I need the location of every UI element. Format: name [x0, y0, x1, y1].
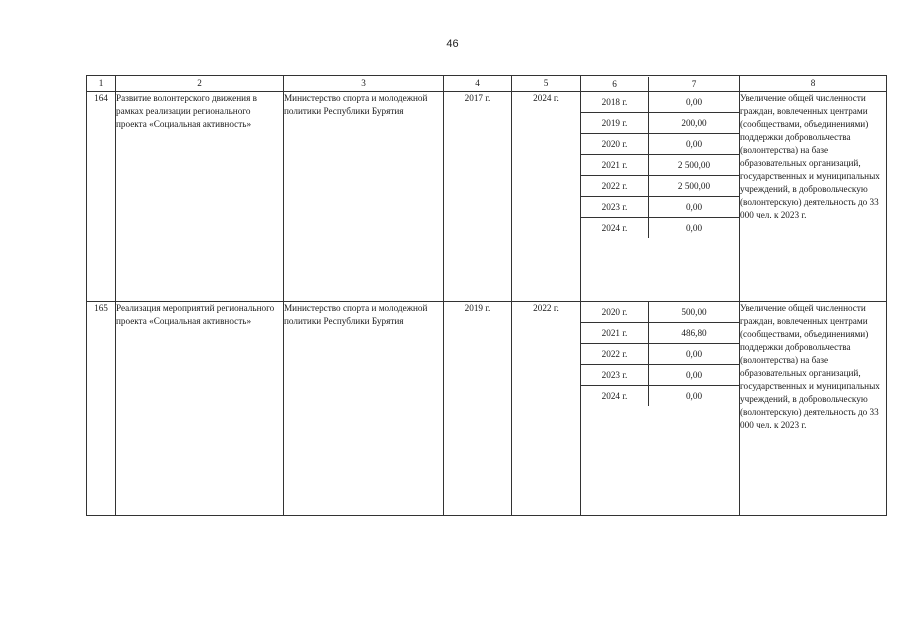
table-row [87, 302, 887, 516]
funding-amount: 0,00 [649, 134, 740, 155]
start-year: 2019 г. [444, 302, 512, 516]
funding-year: 2020 г. [581, 302, 649, 323]
funding-by-year [581, 92, 740, 302]
funding-amount: 0,00 [649, 344, 740, 365]
funding-row [581, 92, 739, 113]
funding-year: 2024 г. [581, 218, 649, 239]
header-cell-2: 2 [116, 76, 284, 92]
funding-year: 2020 г. [581, 134, 649, 155]
end-year: 2022 г. [512, 302, 581, 516]
funding-amount: 2 500,00 [649, 176, 740, 197]
header-cell-3: 3 [284, 76, 444, 92]
funding-year: 2023 г. [581, 197, 649, 218]
funding-row [581, 365, 739, 386]
funding-year: 2019 г. [581, 113, 649, 134]
header-row [87, 76, 887, 92]
executor: Министерство спорта и молодежной политики Республики Бурятия [284, 302, 444, 516]
funding-year: 2018 г. [581, 92, 649, 113]
header-cell-7: 7 [691, 78, 697, 89]
funding-row [581, 113, 739, 134]
funding-year: 2022 г. [581, 176, 649, 197]
page-number: 46 [446, 38, 459, 50]
funding-amount: 0,00 [649, 218, 740, 239]
measure-name: Развитие волонтерского движения в рамках реализации регионального проекта «Социальная активность» [116, 92, 284, 302]
funding-amount: 0,00 [649, 197, 740, 218]
funding-amount: 486,80 [649, 323, 740, 344]
funding-amount: 500,00 [681, 307, 707, 317]
funding-amount: 0,00 [649, 365, 740, 386]
funding-by-year [581, 302, 740, 516]
header-cell-6: 6 [581, 77, 649, 91]
funding-row [581, 197, 739, 218]
table-row [87, 92, 887, 302]
funding-year: 2021 г. [581, 323, 649, 344]
executor: Министерство спорта и молодежной политики Республики Бурятия [284, 92, 444, 302]
expected-result: Увеличение общей численности граждан, вовлеченных центрами (сообществами, объединениями) поддержки добровольчества (волонтерства) на базе образовательных организаций, государственных и муниципальных учреждений, в добровольческую (волонтерскую) деятельность до 33 000 чел. к 2023 г. [740, 92, 887, 302]
funding-row [581, 155, 739, 176]
funding-amount: 2 500,00 [649, 155, 740, 176]
funding-row [581, 176, 739, 197]
funding-row [581, 386, 739, 407]
header-cell-8: 8 [740, 76, 887, 92]
funding-row [581, 323, 739, 344]
funding-amount: 0,00 [649, 386, 740, 407]
funding-row [581, 218, 739, 239]
row-number: 165 [87, 302, 116, 516]
end-year: 2024 г. [512, 92, 581, 302]
row-number: 164 [87, 92, 116, 302]
measure-name: Реализация мероприятий регионального проекта «Социальная активность» [116, 302, 284, 516]
expected-result: Увеличение общей численности граждан, вовлеченных центрами (сообществами, объединениями) поддержки добровольчества (волонтерства) на базе образовательных организаций, государственных и муниципальных учреждений, в добровольческую (волонтерскую) деятельность до 33 000 чел. к 2023 г. [740, 302, 887, 516]
funding-year: 2022 г. [581, 344, 649, 365]
header-cell-1: 1 [87, 76, 116, 92]
funding-year: 2023 г. [581, 365, 649, 386]
header-cell-5: 5 [512, 76, 581, 92]
funding-row [581, 134, 739, 155]
start-year: 2017 г. [444, 92, 512, 302]
header-cell-4: 4 [444, 76, 512, 92]
program-table [86, 75, 887, 516]
funding-row [581, 344, 739, 365]
funding-amount: 200,00 [649, 113, 740, 134]
funding-row [581, 302, 739, 323]
header-cell-6-7 [581, 76, 740, 92]
funding-year: 2024 г. [581, 386, 649, 407]
funding-amount: 0,00 [685, 97, 703, 107]
funding-year: 2021 г. [581, 155, 649, 176]
